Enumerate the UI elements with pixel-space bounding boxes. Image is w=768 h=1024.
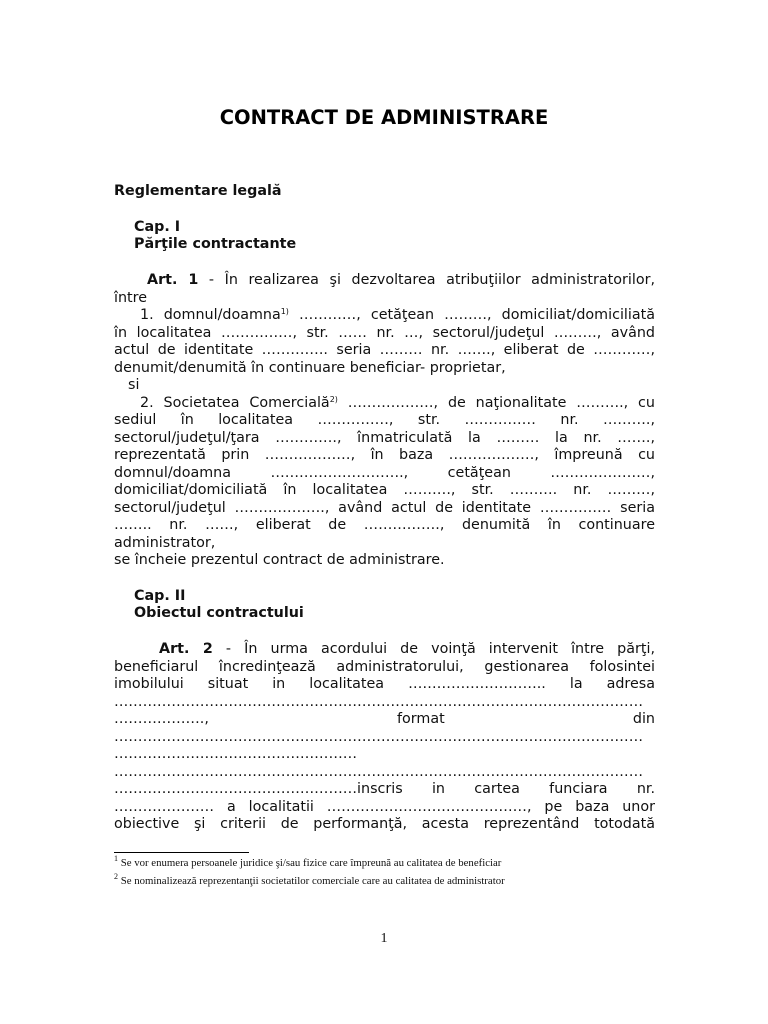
page-title: CONTRACT DE ADMINISTRARE	[219, 106, 549, 129]
footnote-divider	[114, 852, 249, 853]
chapter-1-label: Cap. I	[134, 219, 181, 235]
article-2-line: …………………………………………………………………………………………………	[114, 764, 643, 780]
article-1-party-1: 1. domnul/doamna$^{1)}$ …………, cetăţean ………, domiciliat/domiciliată	[140, 307, 655, 323]
article-1-line: între	[114, 290, 147, 306]
article-2-line: ……………………………………………	[114, 746, 358, 762]
article-1-line: sectorul/judeţul/ţara …………., înmatriculată la ……… la nr. …….,	[114, 430, 655, 446]
article-1-line: si	[128, 377, 140, 393]
article-2-line: imobilului situat in localitatea ……………………….. la adresa	[114, 676, 655, 692]
article-1-line: sediul în localitatea ……………, str. …………… nr. ……….,	[114, 412, 655, 428]
article-2-label: Art. 2	[159, 641, 213, 657]
chapter-2-label: Cap. II	[134, 588, 186, 604]
article-1-line: denumit/denumită în continuare beneficiar- proprietar,	[114, 360, 506, 376]
article-1-party-2: 2. Societatea Comercială$^{2)}$ ………………, de naţionalitate ………., cu	[140, 395, 655, 411]
article-1-line: …….. nr. ……, eliberat de ……………., denumită în continuare	[114, 517, 655, 533]
article-2-line: ………………… a localitatii ……………………………………, pe baza unor	[114, 799, 655, 815]
legal-heading: Reglementare legală	[114, 183, 282, 199]
article-1-line: administrator,	[114, 535, 216, 551]
footnote-2: $^2$ Se nominalizează reprezentanţii societatilor comerciale care au calitatea de administrator	[114, 872, 505, 887]
footnote-1-mark: 1	[114, 854, 118, 863]
article-1-line: în localitatea ……………, str. …… nr. …, sectorul/judeţul ………, având	[114, 325, 655, 341]
footnote-1: $^1$ Se vor enumera persoanele juridice şi/sau fizice care împreună au calitatea de beneficiar	[114, 854, 502, 869]
article-2-first-line: Art. 2 - În urma acordului de voinţă intervenit între părţi,	[159, 641, 655, 657]
chapter-2-title: Obiectul contractului	[134, 605, 304, 621]
page-number: 1	[380, 931, 388, 946]
footnote-2-mark: 2	[114, 872, 118, 881]
footnote-ref-2[interactable]: 2)	[329, 395, 338, 404]
article-1-line: domiciliat/domiciliată în localitatea ………., str. ………. nr. ………,	[114, 482, 655, 498]
article-2-line: ………………., format din	[114, 711, 655, 727]
article-1-line: se încheie prezentul contract de administrare.	[114, 552, 445, 568]
article-1-line: sectorul/judeţul ………………., având actul de identitate …………… seria	[114, 500, 655, 516]
article-2-line: …………………………………………………………………………………………………	[114, 729, 643, 745]
article-1-line: actul de identitate ………….. seria ……… nr. ……., eliberat de …………,	[114, 342, 655, 358]
article-2-line: beneficiarul încredinţează administratorului, gestionarea folosintei	[114, 659, 655, 675]
article-2-line: …………………………………………………………………………………………………	[114, 694, 643, 710]
article-2-line: ……………………………………………inscris in cartea funciara nr.	[114, 781, 655, 797]
article-1-label: Art. 1	[147, 272, 199, 288]
footnote-ref-1[interactable]: 1)	[280, 307, 289, 316]
article-1-line: domnul/doamna ………………………., cetăţean …………………,	[114, 465, 655, 481]
article-2-line: obiective şi criterii de performanţă, acesta reprezentând totodată	[114, 816, 655, 832]
chapter-1-title: Părţile contractante	[134, 236, 297, 252]
article-1-line: reprezentată prin ………………, în baza ………………, împreună cu	[114, 447, 655, 463]
article-1-first-line: Art. 1 - În realizarea şi dezvoltarea atribuţiilor administratorilor,	[147, 272, 655, 288]
